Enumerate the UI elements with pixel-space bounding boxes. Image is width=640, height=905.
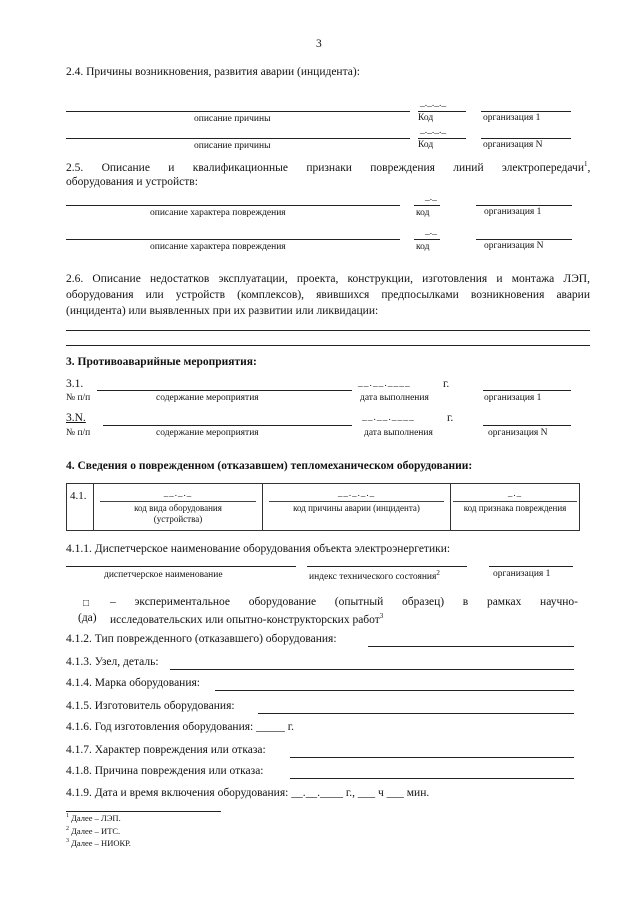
equipment-type-code-label xyxy=(100,501,256,525)
damage-nature-field-label: 4.1.7. Характер повреждения или отказа: xyxy=(66,744,266,756)
footnote-ref-2: 2 xyxy=(436,569,440,577)
equipment-brand-field-label: 4.1.4. Марка оборудования: xyxy=(66,677,200,689)
manufacturer-field-line[interactable] xyxy=(258,713,574,714)
section-2-5-line2: оборудования и устройств: xyxy=(66,176,198,188)
footnote-1 xyxy=(66,813,121,823)
damage-cause-field-label: 4.1.8. Причина повреждения или отказа: xyxy=(66,765,264,777)
equipment-type-code-cell xyxy=(94,484,263,531)
measure-1-num-label: № п/п xyxy=(66,393,91,403)
manufacture-year-field[interactable]: 4.1.6. Год изготовления оборудования: _____ г. xyxy=(66,721,295,733)
measure-n-num: 3.N. xyxy=(66,412,86,424)
equipment-type-field-line[interactable] xyxy=(368,646,574,647)
section-4-heading: 4. Сведения о поврежденном (отказавшем) тепломеханическом оборудовании: xyxy=(66,460,473,472)
equipment-codes-table xyxy=(66,483,580,531)
equipment-row-label: 4.1. xyxy=(67,484,94,531)
footnote-2-text: Далее – ИТС. xyxy=(71,826,121,836)
section-2-6-line3: (инцидента) или выявленных при их развитии или ликвидации: xyxy=(66,305,379,317)
equipment-type-code-label-2: (устройства) xyxy=(153,514,203,524)
page-number: 3 xyxy=(316,38,322,50)
damage-n-org-label: организация N xyxy=(484,241,544,251)
experimental-line1: – экспериментальное оборудование (опытный образец) в рамках научно- xyxy=(110,596,578,608)
measure-1-content-line xyxy=(97,390,352,391)
section-2-4-heading: 2.4. Причины возникновения, развития аварии (инцидента): xyxy=(66,66,360,78)
damage-1-code-line xyxy=(414,205,440,206)
damage-n-code-label: код xyxy=(416,242,430,252)
damage-n-org-line xyxy=(476,239,572,240)
cause-1-org-label: организация 1 xyxy=(483,113,541,123)
equipment-brand-field-line[interactable] xyxy=(215,690,574,691)
measure-n-num-label: № п/п xyxy=(66,428,91,438)
experimental-line2 xyxy=(110,612,383,626)
cause-n-line xyxy=(66,138,410,139)
damage-1-desc-label: описание характера повреждения xyxy=(150,208,286,218)
cause-n-code-line xyxy=(418,138,466,139)
section-2-6-line2: оборудования или устройств (комплексов), явившихся предпосылками возникновения аварии xyxy=(66,289,590,301)
cause-1-line xyxy=(66,111,410,112)
footnote-1-text: Далее – ЛЭП. xyxy=(71,813,121,823)
damage-cause-field-line[interactable] xyxy=(290,778,574,779)
cause-1-desc-label: описание причины xyxy=(194,114,271,124)
damage-n-code-line xyxy=(414,239,440,240)
damage-n-code-mask: _._ xyxy=(425,227,437,237)
measure-n-g: г. xyxy=(447,412,454,424)
damage-sign-code-label: код признака повреждения xyxy=(453,501,577,514)
damage-n-line xyxy=(66,239,400,240)
damage-1-code-label: код xyxy=(416,208,430,218)
measure-1-g: г. xyxy=(443,378,450,390)
measure-1-org-label: организация 1 xyxy=(484,393,542,403)
manufacturer-field-label: 4.1.5. Изготовитель оборудования: xyxy=(66,700,235,712)
cause-n-code-mask: _._._._ xyxy=(420,126,447,136)
section-2-6-line1: 2.6. Описание недостатков эксплуатации, проекта, конструкции, изготовления и монтажа ЛЭП, xyxy=(66,273,590,285)
measure-1-date-label: дата выполнения xyxy=(360,393,429,403)
damage-nature-field-line[interactable] xyxy=(290,757,574,758)
cause-n-org-line xyxy=(481,138,571,139)
unit-part-field-line[interactable] xyxy=(170,669,574,670)
footnote-ref-3: 3 xyxy=(379,612,384,620)
footnote-ref-1: 1 xyxy=(584,160,588,168)
experimental-yes-label: (да) xyxy=(78,612,97,624)
measure-1-content-label: содержание мероприятия xyxy=(156,393,259,403)
section-2-5-line1-text: 2.5. Описание и квалификационные признаки повреждения линий электропередачи xyxy=(66,161,584,174)
footnote-1-num: 1 xyxy=(66,813,69,820)
section-2-5-line1 xyxy=(66,160,590,174)
deficiencies-line-1 xyxy=(66,330,590,331)
equipment-type-code-label-1: код вида оборудования xyxy=(134,503,222,513)
damage-1-org-line xyxy=(476,205,572,206)
measure-n-org-line xyxy=(483,425,571,426)
equipment-type-code-mask: __._._ xyxy=(163,488,193,498)
footnote-2 xyxy=(66,826,120,836)
dispatch-name-heading: 4.1.1. Диспетчерское наименование оборудования объекта электроэнергетики: xyxy=(66,543,451,555)
tech-index-line xyxy=(307,566,467,567)
dispatch-name-line xyxy=(66,566,296,567)
cause-1-code-label: Код xyxy=(418,113,434,123)
footnote-3 xyxy=(66,838,131,848)
commissioning-datetime-field[interactable]: 4.1.9. Дата и время включения оборудования: __.__.____ г., ___ ч ___ мин. xyxy=(66,787,430,799)
measure-n-content-label: содержание мероприятия xyxy=(156,428,259,438)
dispatch-org-label: организация 1 xyxy=(493,569,551,579)
tech-index-label-text: индекс технического состояния xyxy=(309,572,437,583)
cause-1-org-line xyxy=(481,111,571,112)
cause-1-code-mask: _._._._ xyxy=(420,99,447,109)
experimental-checkbox[interactable]: □ xyxy=(83,598,90,609)
dispatch-org-line xyxy=(489,566,573,567)
measure-n-org-label: организация N xyxy=(488,428,548,438)
measure-1-num: 3.1. xyxy=(66,378,84,390)
footnote-3-num: 3 xyxy=(66,838,69,845)
unit-part-field-label: 4.1.3. Узел, деталь: xyxy=(66,656,159,668)
cause-n-code-label: Код xyxy=(418,140,434,150)
cause-n-org-label: организация N xyxy=(483,140,543,150)
cause-1-code-line xyxy=(418,111,466,112)
measure-n-content-line xyxy=(103,425,352,426)
section-3-heading: 3. Противоаварийные мероприятия: xyxy=(66,356,257,368)
damage-1-org-label: организация 1 xyxy=(484,207,542,217)
footnote-3-text: Далее – НИОКР. xyxy=(71,838,131,848)
footnotes-separator xyxy=(66,811,221,812)
measure-1-org-line xyxy=(483,390,571,391)
deficiencies-line-2 xyxy=(66,345,590,346)
measure-1-date-mask: __.__.____ xyxy=(358,379,411,389)
measure-n-date-mask: __.__.____ xyxy=(362,413,415,423)
accident-cause-code-mask: __._._._ xyxy=(337,488,376,498)
accident-cause-code-cell xyxy=(263,484,451,531)
damage-1-line xyxy=(66,205,400,206)
cause-n-desc-label: описание причины xyxy=(194,141,271,151)
damage-1-code-mask: _._ xyxy=(425,193,437,203)
measure-n-date-label: дата выполнения xyxy=(364,428,433,438)
accident-cause-code-label: код причины аварии (инцидента) xyxy=(269,501,444,514)
dispatch-name-label: диспетчерское наименование xyxy=(104,570,223,580)
damage-n-desc-label: описание характера повреждения xyxy=(150,242,286,252)
equipment-type-field-label: 4.1.2. Тип поврежденного (отказавшего) оборудования: xyxy=(66,633,337,645)
experimental-line2-text: исследовательских или опытно-конструкторских работ xyxy=(110,613,380,626)
tech-index-label xyxy=(309,569,440,582)
damage-sign-code-mask: _._ xyxy=(507,488,523,498)
damage-sign-code-cell xyxy=(451,484,580,531)
footnote-2-num: 2 xyxy=(66,826,69,833)
section-2-5-line1-end: , xyxy=(587,161,591,174)
